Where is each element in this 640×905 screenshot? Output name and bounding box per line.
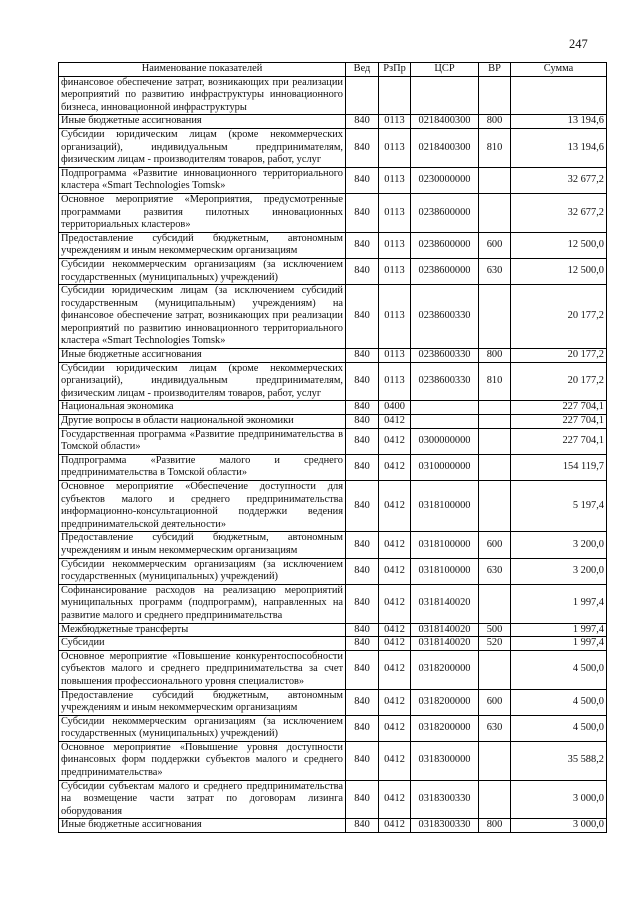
row-rzpr-cell: 0412 — [379, 715, 411, 741]
table-body — [59, 76, 607, 832]
row-vr-cell: 600 — [479, 689, 511, 715]
row-csr-cell: 0238600000 — [411, 232, 479, 258]
row-csr-cell: 0310000000 — [411, 454, 479, 480]
row-sum-cell: 32 677,2 — [511, 167, 607, 193]
row-name-cell: Субсидии некоммерческим организациям (за исключением государственных (муниципальных) учреждений) — [59, 715, 346, 741]
row-vr-cell: 500 — [479, 623, 511, 637]
row-ved-cell: 840 — [346, 258, 379, 284]
row-rzpr-cell: 0412 — [379, 780, 411, 819]
row-name-cell: Субсидии некоммерческим организациям (за исключением государственных (муниципальных) учреждений) — [59, 258, 346, 284]
row-csr-cell: 0238600330 — [411, 285, 479, 349]
row-csr-cell: 0238600330 — [411, 362, 479, 401]
row-sum-cell: 1 997,4 — [511, 623, 607, 637]
row-sum-cell: 3 000,0 — [511, 819, 607, 833]
table-row — [59, 415, 607, 429]
row-vr-cell — [479, 76, 511, 115]
row-vr-cell — [479, 584, 511, 623]
row-name-cell: Подпрограмма «Развитие малого и среднего предпринимательства в Томской области» — [59, 454, 346, 480]
row-sum-cell: 32 677,2 — [511, 193, 607, 232]
page-number: 247 — [569, 37, 588, 51]
row-csr-cell: 0318100000 — [411, 558, 479, 584]
row-csr-cell: 0318140020 — [411, 623, 479, 637]
row-name-cell: Государственная программа «Развитие предпринимательства в Томской области» — [59, 428, 346, 454]
table-header — [59, 63, 607, 77]
table-row — [59, 689, 607, 715]
table-row — [59, 349, 607, 363]
row-rzpr-cell: 0400 — [379, 401, 411, 415]
row-vr-cell — [479, 780, 511, 819]
row-name-cell: Предоставление субсидий бюджетным, автономным учреждениям и иным некоммерческим организациям — [59, 232, 346, 258]
row-vr-cell: 630 — [479, 558, 511, 584]
row-vr-cell — [479, 193, 511, 232]
row-csr-cell: 0318200000 — [411, 650, 479, 689]
row-sum-cell: 227 704,1 — [511, 428, 607, 454]
row-ved-cell: 840 — [346, 623, 379, 637]
row-vr-cell: 600 — [479, 232, 511, 258]
header-csr: ЦСР — [411, 63, 479, 77]
row-csr-cell — [411, 76, 479, 115]
row-vr-cell — [479, 401, 511, 415]
table-row — [59, 285, 607, 349]
table-row — [59, 128, 607, 167]
row-name-cell: Основное мероприятие «Повышение уровня доступности финансовых форм поддержки субъектов малого и среднего предпринимательства» — [59, 741, 346, 780]
row-name-cell: Другие вопросы в области национальной экономики — [59, 415, 346, 429]
row-sum-cell: 20 177,2 — [511, 349, 607, 363]
row-vr-cell — [479, 481, 511, 532]
row-rzpr-cell: 0412 — [379, 454, 411, 480]
row-csr-cell — [411, 415, 479, 429]
table-row — [59, 258, 607, 284]
row-sum-cell: 4 500,0 — [511, 689, 607, 715]
row-ved-cell: 840 — [346, 232, 379, 258]
row-name-cell: Иные бюджетные ассигнования — [59, 115, 346, 129]
row-sum-cell: 5 197,4 — [511, 481, 607, 532]
row-name-cell: Субсидии субъектам малого и среднего предпринимательства на возмещение части затрат по договорам лизинга оборудования — [59, 780, 346, 819]
row-csr-cell: 0218400300 — [411, 115, 479, 129]
row-sum-cell: 20 177,2 — [511, 285, 607, 349]
row-name-cell: Предоставление субсидий бюджетным, автономным учреждениям и иным некоммерческим организациям — [59, 532, 346, 558]
row-sum-cell: 3 000,0 — [511, 780, 607, 819]
row-ved-cell: 840 — [346, 401, 379, 415]
table-row — [59, 623, 607, 637]
row-vr-cell: 520 — [479, 637, 511, 651]
row-rzpr-cell: 0412 — [379, 558, 411, 584]
row-vr-cell: 800 — [479, 115, 511, 129]
table-row — [59, 637, 607, 651]
row-csr-cell: 0318300330 — [411, 780, 479, 819]
row-vr-cell: 800 — [479, 349, 511, 363]
row-sum-cell: 227 704,1 — [511, 415, 607, 429]
row-rzpr-cell: 0412 — [379, 415, 411, 429]
row-csr-cell: 0318200000 — [411, 689, 479, 715]
row-ved-cell: 840 — [346, 637, 379, 651]
row-csr-cell: 0230000000 — [411, 167, 479, 193]
row-ved-cell: 840 — [346, 115, 379, 129]
row-ved-cell: 840 — [346, 819, 379, 833]
row-csr-cell: 0318100000 — [411, 481, 479, 532]
row-vr-cell: 600 — [479, 532, 511, 558]
row-ved-cell: 840 — [346, 558, 379, 584]
row-rzpr-cell: 0412 — [379, 741, 411, 780]
row-name-cell: Подпрограмма «Развитие инновационного территориального кластера «Smart Technologies Tomsk» — [59, 167, 346, 193]
row-vr-cell — [479, 285, 511, 349]
row-rzpr-cell: 0412 — [379, 623, 411, 637]
row-ved-cell: 840 — [346, 584, 379, 623]
row-sum-cell: 20 177,2 — [511, 362, 607, 401]
row-csr-cell: 0238600000 — [411, 193, 479, 232]
row-vr-cell: 800 — [479, 819, 511, 833]
row-sum-cell: 13 194,6 — [511, 128, 607, 167]
row-rzpr-cell: 0113 — [379, 193, 411, 232]
row-ved-cell: 840 — [346, 285, 379, 349]
table-row — [59, 780, 607, 819]
row-rzpr-cell: 0412 — [379, 637, 411, 651]
row-sum-cell: 227 704,1 — [511, 401, 607, 415]
table-row — [59, 481, 607, 532]
row-csr-cell: 0318140020 — [411, 584, 479, 623]
row-name-cell: Субсидии — [59, 637, 346, 651]
row-vr-cell: 630 — [479, 715, 511, 741]
table-row — [59, 741, 607, 780]
row-sum-cell: 12 500,0 — [511, 232, 607, 258]
row-ved-cell: 840 — [346, 193, 379, 232]
row-rzpr-cell: 0113 — [379, 362, 411, 401]
header-rzpr: РзПр — [379, 63, 411, 77]
header-row — [59, 63, 607, 77]
row-vr-cell — [479, 741, 511, 780]
table-row — [59, 819, 607, 833]
row-rzpr-cell: 0113 — [379, 128, 411, 167]
row-ved-cell: 840 — [346, 715, 379, 741]
row-vr-cell — [479, 415, 511, 429]
table-row — [59, 401, 607, 415]
row-name-cell: Субсидии юридическим лицам (кроме некоммерческих организаций), индивидуальным предпринимателям, физическим лицам - производителям товаров, работ, услуг — [59, 362, 346, 401]
table-row — [59, 193, 607, 232]
row-sum-cell: 3 200,0 — [511, 532, 607, 558]
table-row — [59, 362, 607, 401]
row-ved-cell: 840 — [346, 481, 379, 532]
row-ved-cell: 840 — [346, 349, 379, 363]
row-name-cell: Субсидии юридическим лицам (за исключением субсидий государственным (муниципальным) учреждениям) на финансовое обеспечение затрат, возникающих при реализации мероприятий по развитию инновационного территориального кластера «Smart Technologies Tomsk» — [59, 285, 346, 349]
row-rzpr-cell — [379, 76, 411, 115]
row-ved-cell: 840 — [346, 167, 379, 193]
row-vr-cell: 810 — [479, 362, 511, 401]
row-sum-cell: 35 588,2 — [511, 741, 607, 780]
header-sum: Сумма — [511, 63, 607, 77]
row-sum-cell: 4 500,0 — [511, 715, 607, 741]
row-ved-cell: 840 — [346, 454, 379, 480]
row-rzpr-cell: 0412 — [379, 428, 411, 454]
header-ved: Вед — [346, 63, 379, 77]
row-csr-cell: 0318100000 — [411, 532, 479, 558]
row-name-cell: Предоставление субсидий бюджетным, автономным учреждениям и иным некоммерческим организациям — [59, 689, 346, 715]
header-vr: ВР — [479, 63, 511, 77]
row-rzpr-cell: 0113 — [379, 115, 411, 129]
row-csr-cell: 0300000000 — [411, 428, 479, 454]
table-row — [59, 454, 607, 480]
row-name-cell: Основное мероприятие «Повышение конкурентоспособности субъектов малого и среднего предпринимательства за счет повышения профессионального уровня специалистов» — [59, 650, 346, 689]
budget-table — [58, 62, 607, 833]
row-name-cell: Межбюджетные трансферты — [59, 623, 346, 637]
row-rzpr-cell: 0412 — [379, 650, 411, 689]
row-csr-cell: 0218400300 — [411, 128, 479, 167]
table-row — [59, 532, 607, 558]
row-csr-cell: 0318200000 — [411, 715, 479, 741]
row-sum-cell: 1 997,4 — [511, 637, 607, 651]
row-vr-cell — [479, 167, 511, 193]
table-row — [59, 232, 607, 258]
row-sum-cell: 4 500,0 — [511, 650, 607, 689]
table-row — [59, 715, 607, 741]
row-sum-cell: 1 997,4 — [511, 584, 607, 623]
row-rzpr-cell: 0412 — [379, 584, 411, 623]
row-ved-cell: 840 — [346, 532, 379, 558]
table-row — [59, 115, 607, 129]
row-name-cell: Иные бюджетные ассигнования — [59, 349, 346, 363]
row-ved-cell: 840 — [346, 362, 379, 401]
row-sum-cell — [511, 76, 607, 115]
row-ved-cell: 840 — [346, 741, 379, 780]
row-rzpr-cell: 0113 — [379, 258, 411, 284]
row-csr-cell: 0318140020 — [411, 637, 479, 651]
row-sum-cell: 13 194,6 — [511, 115, 607, 129]
row-rzpr-cell: 0412 — [379, 532, 411, 558]
table-row — [59, 558, 607, 584]
row-vr-cell: 810 — [479, 128, 511, 167]
row-rzpr-cell: 0113 — [379, 349, 411, 363]
row-rzpr-cell: 0113 — [379, 232, 411, 258]
row-name-cell: финансовое обеспечение затрат, возникающих при реализации мероприятий по развитию инфраструктуры инновационного бизнеса, инновационной инфраструктуры — [59, 76, 346, 115]
row-vr-cell: 630 — [479, 258, 511, 284]
row-sum-cell: 12 500,0 — [511, 258, 607, 284]
row-name-cell: Основное мероприятие «Мероприятия, предусмотренные программами развития пилотных инновационных территориальных кластеров» — [59, 193, 346, 232]
table-row — [59, 650, 607, 689]
row-rzpr-cell: 0412 — [379, 819, 411, 833]
row-vr-cell — [479, 428, 511, 454]
table-row — [59, 428, 607, 454]
row-ved-cell: 840 — [346, 428, 379, 454]
row-name-cell: Национальная экономика — [59, 401, 346, 415]
row-vr-cell — [479, 454, 511, 480]
row-csr-cell: 0238600000 — [411, 258, 479, 284]
header-name: Наименование показателей — [59, 63, 346, 77]
row-vr-cell — [479, 650, 511, 689]
row-csr-cell — [411, 401, 479, 415]
table-row — [59, 167, 607, 193]
row-ved-cell: 840 — [346, 780, 379, 819]
row-name-cell: Основное мероприятие «Обеспечение доступности для субъектов малого и среднего предпринимательства информационно-консультационной поддержки ведения предпринимательской деятельности» — [59, 481, 346, 532]
row-ved-cell: 840 — [346, 128, 379, 167]
row-ved-cell — [346, 76, 379, 115]
row-rzpr-cell: 0113 — [379, 167, 411, 193]
row-rzpr-cell: 0412 — [379, 481, 411, 532]
row-name-cell: Субсидии некоммерческим организациям (за исключением государственных (муниципальных) учреждений) — [59, 558, 346, 584]
row-csr-cell: 0318300000 — [411, 741, 479, 780]
table-row — [59, 584, 607, 623]
row-name-cell: Иные бюджетные ассигнования — [59, 819, 346, 833]
row-csr-cell: 0238600330 — [411, 349, 479, 363]
row-name-cell: Субсидии юридическим лицам (кроме некоммерческих организаций), индивидуальным предпринимателям, физическим лицам - производителям товаров, работ, услуг — [59, 128, 346, 167]
row-sum-cell: 3 200,0 — [511, 558, 607, 584]
row-ved-cell: 840 — [346, 415, 379, 429]
row-ved-cell: 840 — [346, 689, 379, 715]
table-row — [59, 76, 607, 115]
row-sum-cell: 154 119,7 — [511, 454, 607, 480]
row-rzpr-cell: 0113 — [379, 285, 411, 349]
row-csr-cell: 0318300330 — [411, 819, 479, 833]
row-ved-cell: 840 — [346, 650, 379, 689]
row-rzpr-cell: 0412 — [379, 689, 411, 715]
row-name-cell: Софинансирование расходов на реализацию мероприятий муниципальных программ (подпрограмм), направленных на развитие малого и среднего предпринимательства — [59, 584, 346, 623]
